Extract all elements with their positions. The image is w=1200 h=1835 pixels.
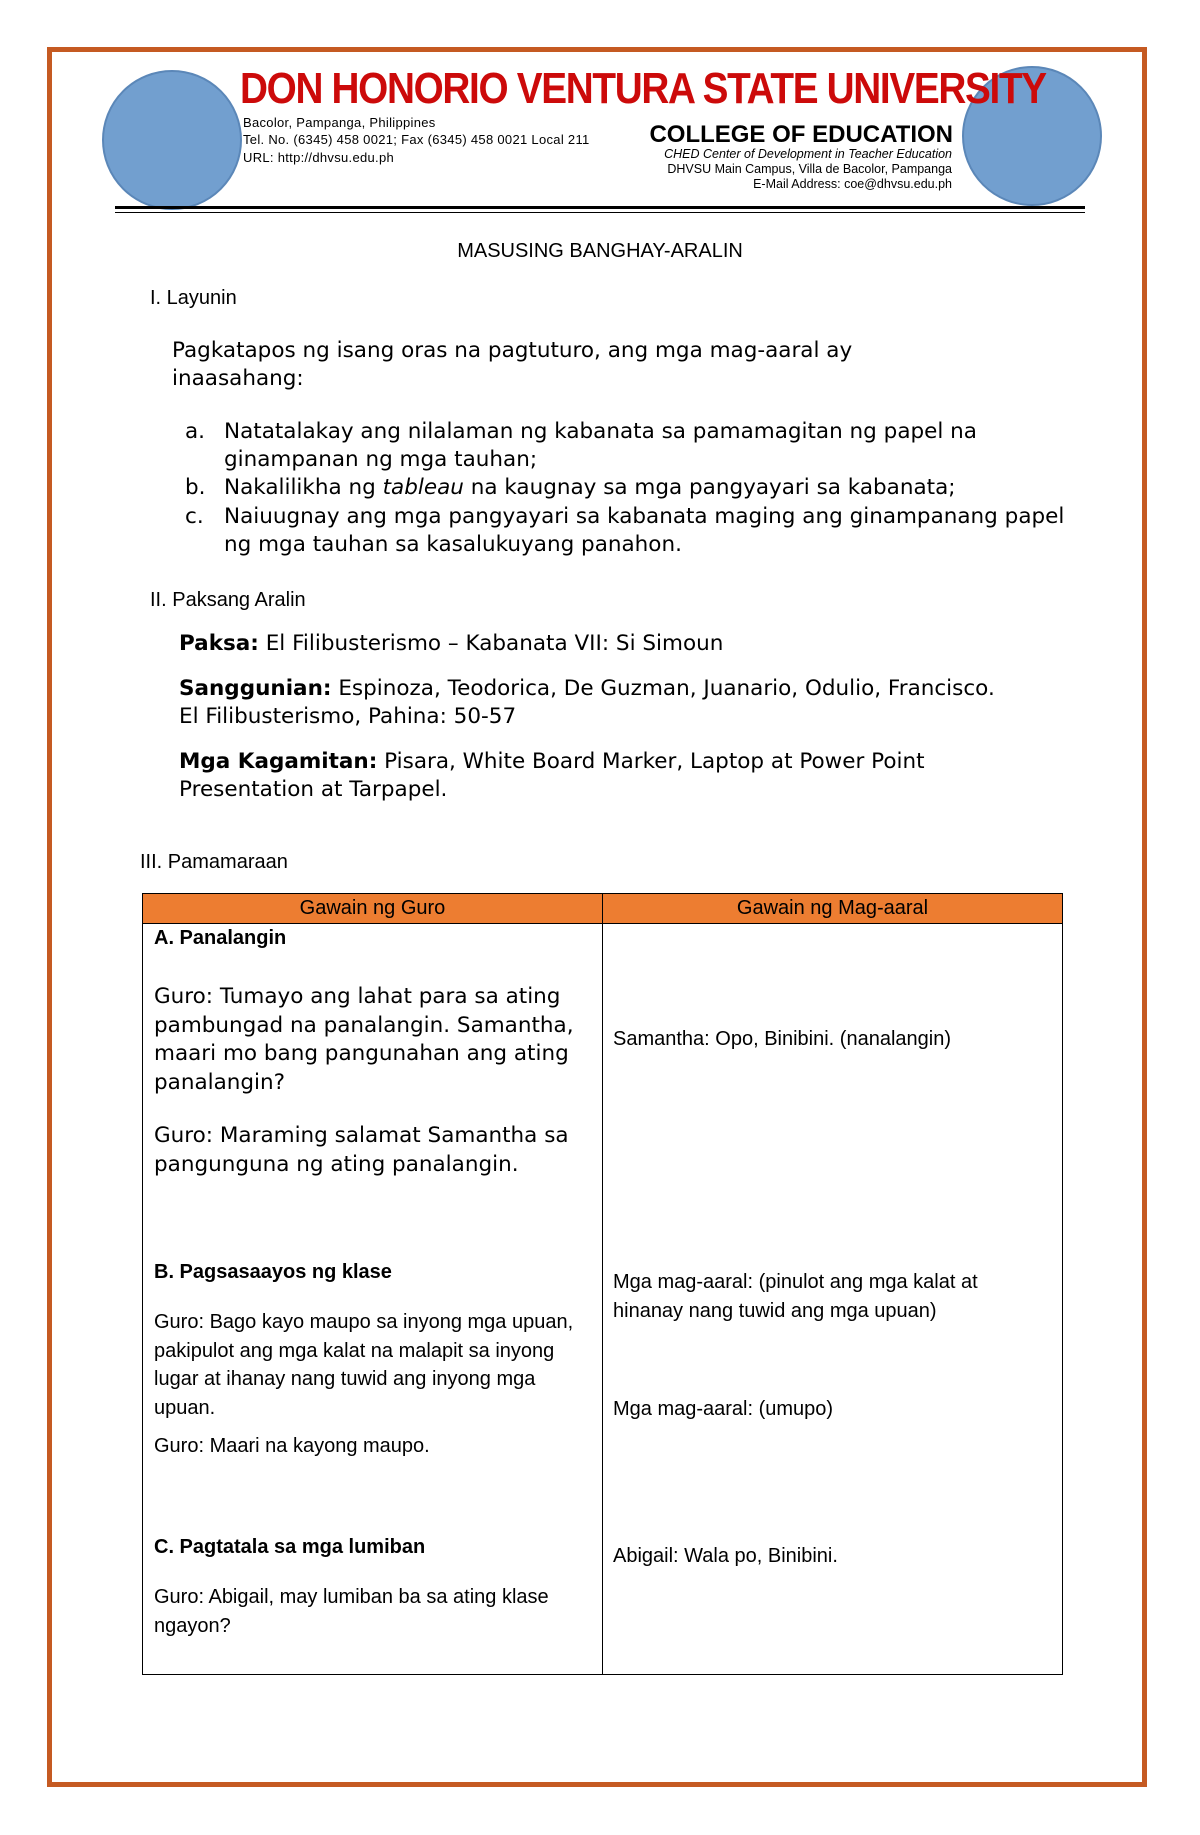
guro-b-2: Guro: Maari na kayong maupo.: [154, 1435, 430, 1457]
telephone: Tel. No. (6345) 458 0021; Fax (6345) 458 0021 Local 211: [243, 132, 590, 147]
guro-b-1: Guro: Bago kayo maupo sa inyong mga upuan, pakipulot ang mga kalat na malapit sa inyong lugar at ihanay nang tuwid ang inyong mga upuan.: [154, 1311, 574, 1419]
paksa-value: El Filibusterismo – Kabanata VII: Si Simoun: [258, 631, 724, 656]
objective-b-marker: b.: [185, 475, 206, 500]
guro-c-1: Guro: Abigail, may lumiban ba sa ating klase ngayon?: [154, 1586, 549, 1637]
paksa-label: Paksa:: [179, 631, 259, 656]
col-header-magaaral: Gawain ng Mag-aaral: [603, 894, 1063, 924]
guro-a-2: Guro: Maraming salamat Samantha sa pangunguna ng ating panalangin.: [154, 1123, 569, 1177]
magaaral-c-1: Abigail: Wala po, Binibini.: [613, 1545, 838, 1567]
guro-a-1: Guro: Tumayo ang lahat para sa ating pambungad na panalangin. Samantha, maari mo bang pangunahan ang ating panalangin?: [154, 984, 574, 1095]
objective-b-text: Nakalilikha ng tableau na kaugnay sa mga pangyayari sa kabanata;: [224, 475, 956, 500]
header-rule-thin: [115, 212, 1085, 213]
section-pamamaraan-heading: III. Pamamaraan: [140, 851, 288, 873]
procedure-table: [142, 893, 1063, 1675]
section-paksang-heading: II. Paksang Aralin: [150, 589, 306, 611]
paksa-line: [179, 630, 1019, 658]
email-line: E-Mail Address: coe@dhvsu.edu.ph: [753, 177, 952, 191]
magaaral-b-1: Mga mag-aaral: (pinulot ang mga kalat at hinanay nang tuwid ang mga upuan): [613, 1271, 978, 1322]
magaaral-a-1: Samantha: Opo, Binibini. (nanalangin): [613, 1028, 951, 1050]
left-logo: [102, 70, 242, 210]
magaaral-column: [603, 924, 1063, 1675]
step-c-heading: C. Pagtatala sa mga lumiban: [154, 1536, 426, 1558]
magaaral-b-2: Mga mag-aaral: (umupo): [613, 1398, 834, 1420]
college-name: COLLEGE OF EDUCATION: [649, 121, 953, 148]
step-a-heading: A. Panalangin: [154, 927, 287, 949]
guro-column: [143, 924, 603, 1675]
kagamitan-label: Mga Kagamitan:: [179, 749, 378, 774]
step-b-heading: B. Pagsasaayos ng klase: [154, 1261, 392, 1283]
objective-a-marker: a.: [185, 419, 206, 444]
tableau-term: tableau: [382, 475, 464, 500]
section-layunin-heading: I. Layunin: [150, 287, 237, 309]
campus-line: DHVSU Main Campus, Villa de Bacolor, Pampanga: [667, 162, 952, 176]
objective-a-text: Natatalakay ang nilalaman ng kabanata sa pamamagitan ng papel na ginampanan ng mga tauhan;: [224, 419, 977, 472]
sanggunian-line: [179, 675, 1019, 731]
website-url: URL: http://dhvsu.edu.ph: [243, 150, 395, 165]
header-rule: [115, 206, 1085, 209]
sanggunian-label: Sanggunian:: [179, 676, 332, 701]
objective-c-marker: c.: [185, 504, 204, 529]
ched-line: CHED Center of Development in Teacher Education: [664, 147, 952, 161]
address: Bacolor, Pampanga, Philippines: [243, 115, 436, 130]
kagamitan-value: Pisara, White Board Marker, Laptop at Power Point Presentation at Tarpapel.: [179, 749, 925, 802]
university-name: DON HONORIO VENTURA STATE UNIVERSITY: [240, 64, 1046, 113]
kagamitan-line: [179, 748, 1019, 804]
layunin-intro: Pagkatapos ng isang oras na pagtuturo, ang mga mag-aaral ay inaasahang:: [172, 338, 853, 391]
sanggunian-value: Espinoza, Teodorica, De Guzman, Juanario, Odulio, Francisco. El Filibusterismo, Pahina: 50-57: [179, 676, 995, 729]
document-title: MASUSING BANGHAY-ARALIN: [457, 240, 743, 262]
col-header-guro: Gawain ng Guro: [143, 894, 603, 924]
objective-c-text: Naiuugnay ang mga pangyayari sa kabanata maging ang ginampanang papel ng mga tauhan sa kasalukuyang panahon.: [224, 504, 1065, 557]
